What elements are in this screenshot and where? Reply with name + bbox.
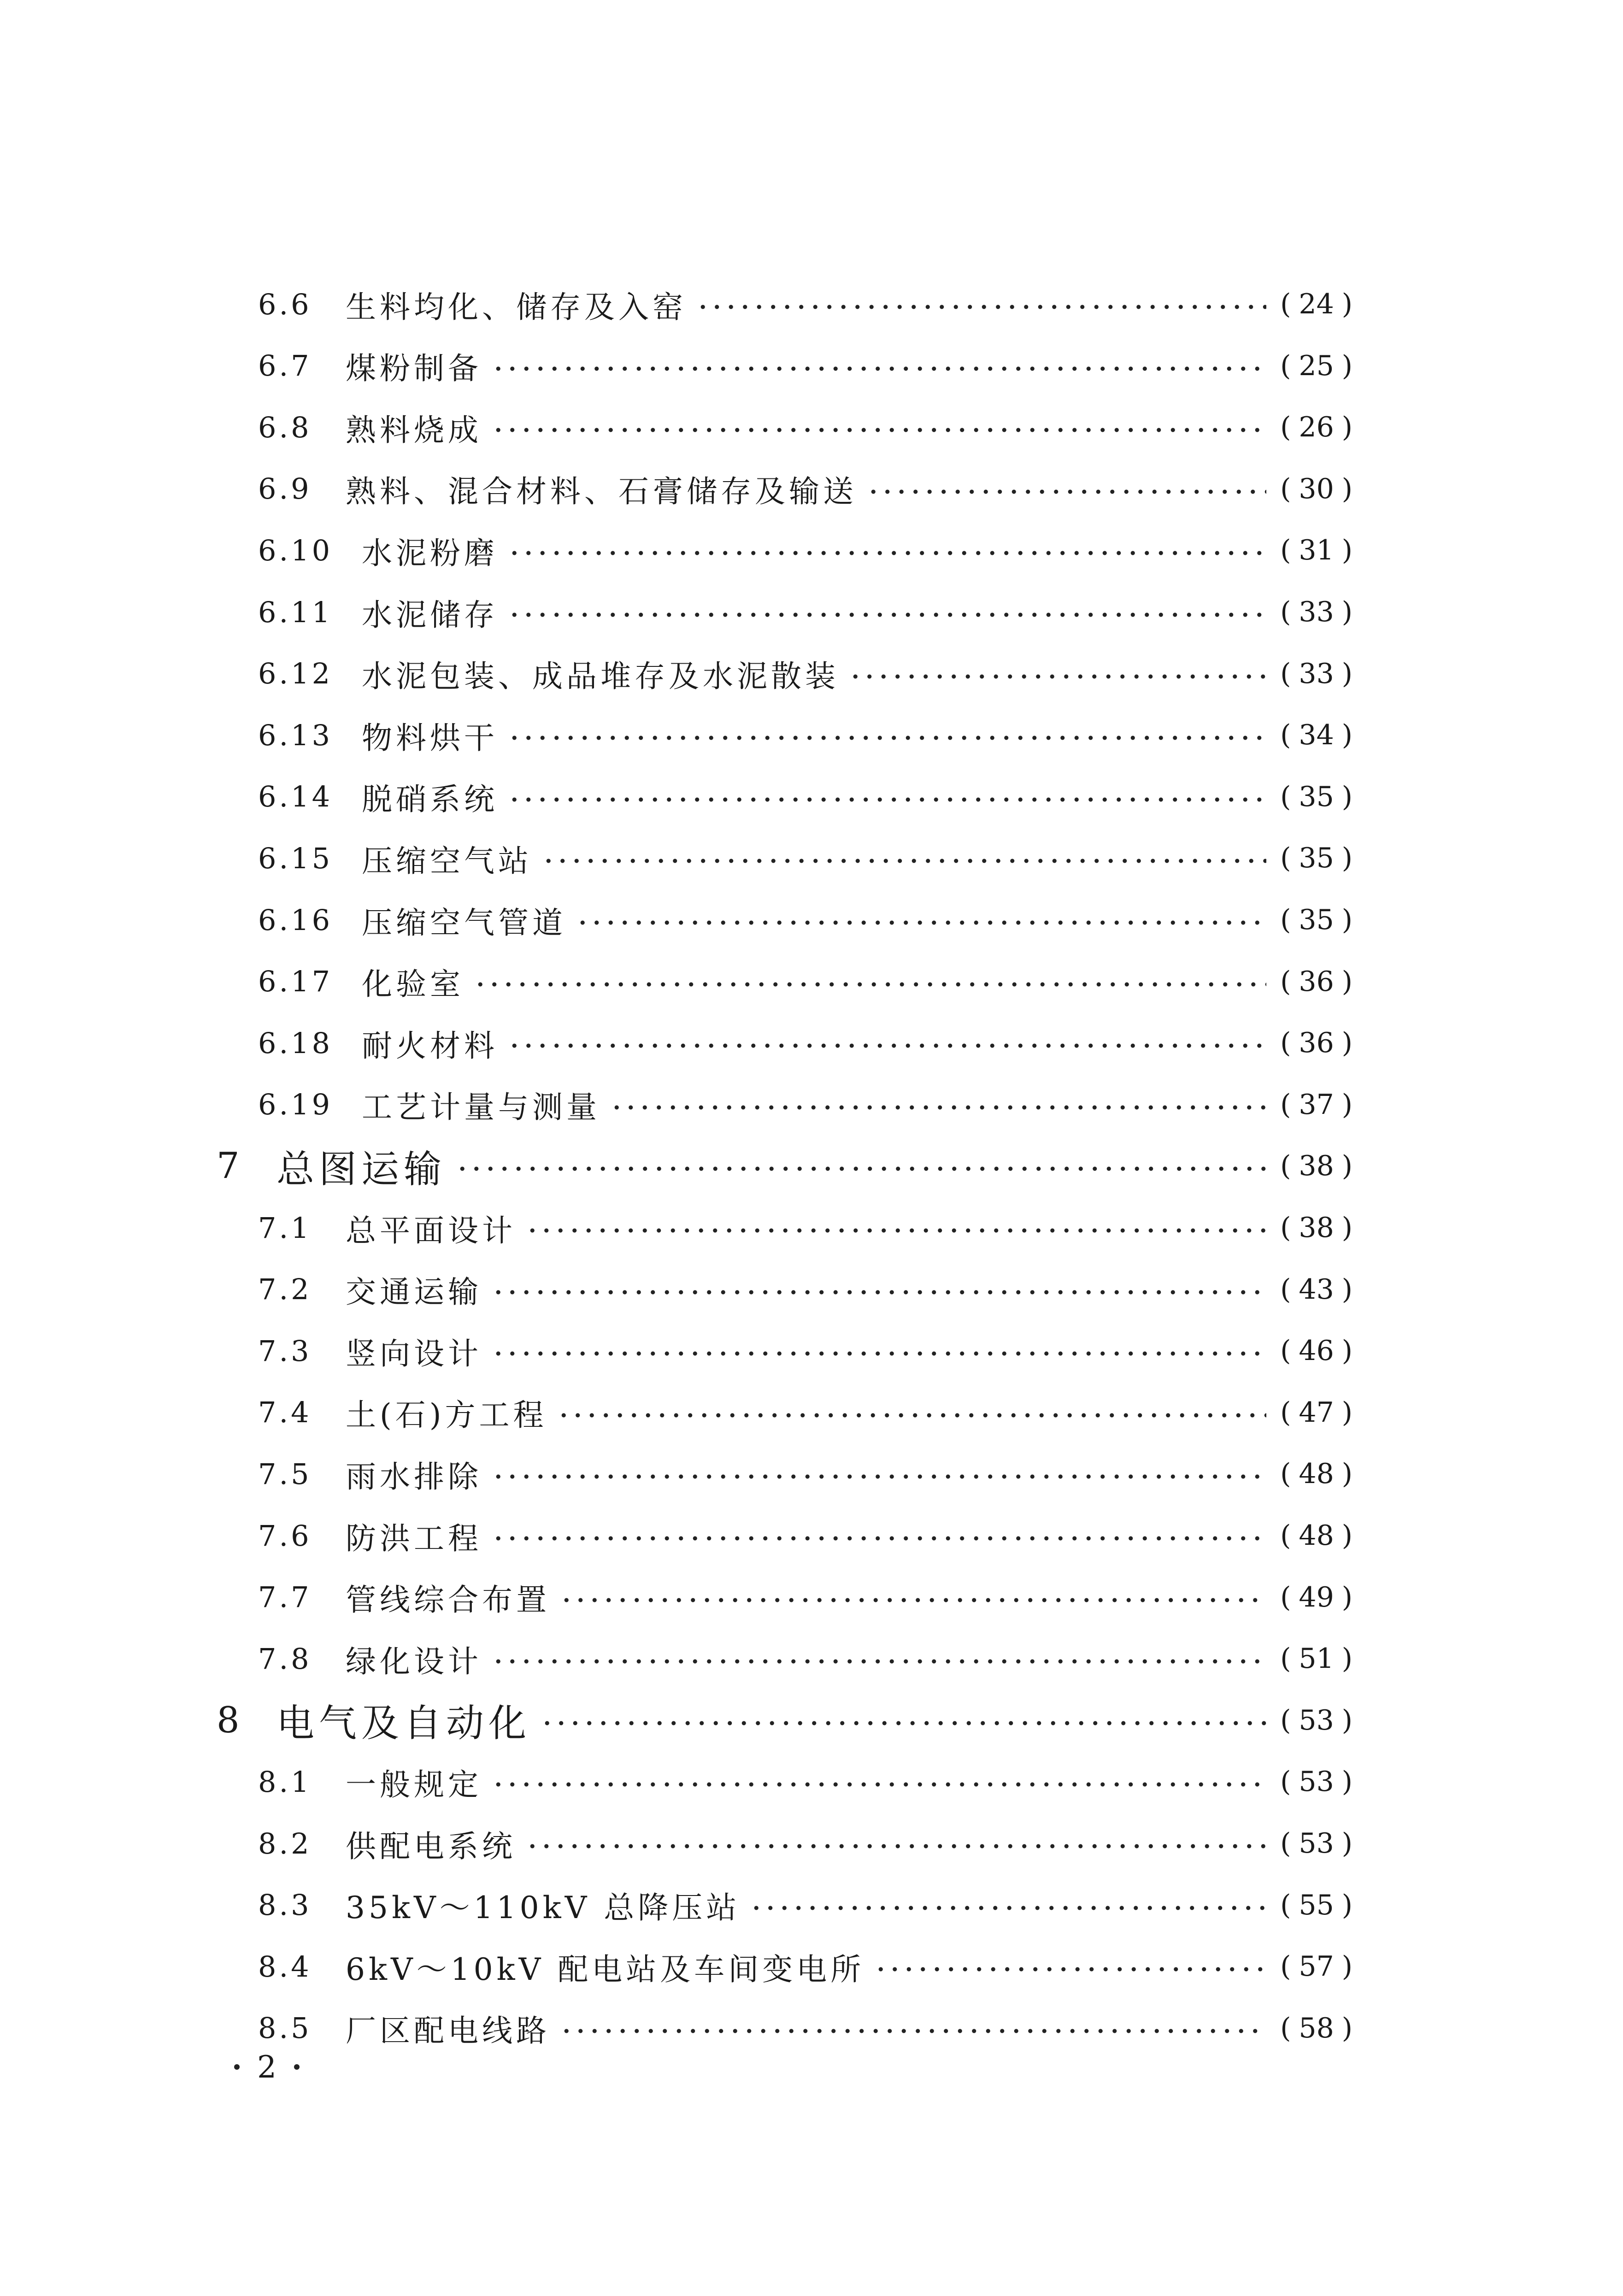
page-paren-close: ) — [1341, 1335, 1352, 1367]
toc-entry-page — [1280, 1027, 1352, 1059]
toc-entry-page — [1280, 596, 1352, 628]
page-paren-open: ( — [1280, 2012, 1291, 2044]
toc-entry-number: 6.8 — [258, 410, 312, 444]
toc-entry-page-number: 30 — [1299, 472, 1334, 505]
toc-entry-page-number: 34 — [1299, 719, 1334, 752]
page-paren-open: ( — [1280, 1704, 1291, 1737]
page-paren-close: ) — [1341, 657, 1352, 690]
toc-entry-page — [1280, 842, 1352, 874]
toc-dot-leader — [491, 1349, 1266, 1358]
page-paren-open: ( — [1280, 1766, 1291, 1798]
toc-dot-leader — [559, 2026, 1266, 2036]
page-paren-open: ( — [1280, 719, 1291, 752]
toc-entry-title: 耐火材料 — [362, 1028, 498, 1064]
toc-dot-leader — [507, 733, 1266, 742]
toc-entry-page — [1280, 904, 1352, 936]
toc-entry-title: 管线综合布置 — [346, 1582, 550, 1618]
toc-entry-page — [1280, 1335, 1352, 1367]
folio-dot-left — [234, 2064, 240, 2070]
toc-entry-title: 防洪工程 — [346, 1520, 482, 1556]
toc-dot-leader — [696, 302, 1266, 312]
page-paren-open: ( — [1280, 1027, 1291, 1060]
toc-entry-number: 8 — [217, 1699, 242, 1741]
toc-entry[interactable] — [258, 400, 1352, 455]
page-paren-open: ( — [1280, 657, 1291, 690]
toc-entry-page-number: 43 — [1299, 1273, 1334, 1306]
toc-entry-page — [1280, 473, 1352, 505]
toc-entry-number: 8.5 — [258, 2011, 312, 2045]
toc-entry-number: 7.3 — [258, 1334, 312, 1368]
page-paren-close: ) — [1341, 1088, 1352, 1121]
toc-entry-number: 6.6 — [258, 287, 312, 321]
toc-entry-number: 6.14 — [258, 780, 333, 814]
page-paren-close: ) — [1341, 1950, 1352, 1983]
toc-entry-number: 7.7 — [258, 1580, 312, 1614]
page-paren-open: ( — [1280, 1950, 1291, 1983]
toc-entry-page — [1280, 1704, 1352, 1737]
page-paren-close: ) — [1341, 719, 1352, 752]
toc-entry-title: 绿化设计 — [346, 1643, 482, 1679]
toc-entry-title: 雨水排除 — [346, 1459, 482, 1495]
toc-entry[interactable] — [258, 1446, 1352, 1501]
toc-entry[interactable] — [258, 769, 1352, 824]
toc-entry-page — [1280, 1212, 1352, 1244]
toc-entry-page — [1280, 288, 1352, 320]
toc-entry-title: 煤粉制备 — [346, 351, 482, 387]
toc-entry-page-number: 38 — [1299, 1150, 1334, 1183]
toc-dot-leader — [473, 980, 1266, 989]
toc-dot-leader — [491, 364, 1266, 373]
toc-dot-leader — [491, 1780, 1266, 1789]
toc-entry-title: 供配电系统 — [346, 1828, 516, 1864]
toc-entry-page-number: 51 — [1299, 1643, 1334, 1675]
toc-entry-page-number: 33 — [1299, 657, 1334, 690]
toc-entry-number: 6.18 — [258, 1026, 333, 1060]
toc-entry-page — [1280, 1581, 1352, 1613]
toc-entry-page-number: 46 — [1299, 1335, 1334, 1367]
page-paren-open: ( — [1280, 780, 1291, 813]
toc-entry-page-number: 57 — [1299, 1950, 1334, 1983]
page-paren-close: ) — [1341, 1396, 1352, 1429]
toc-entry-page — [1280, 411, 1352, 443]
toc-entry-number: 6.10 — [258, 533, 333, 567]
toc-entry-number: 6.9 — [258, 472, 312, 506]
toc-entry-title: 水泥储存 — [362, 597, 498, 633]
toc-entry[interactable] — [258, 830, 1352, 886]
toc-entry-title: 工艺计量与测量 — [362, 1089, 600, 1125]
toc-entry-title: 脱硝系统 — [362, 782, 498, 818]
page-paren-close: ) — [1341, 596, 1352, 628]
page-paren-close: ) — [1341, 965, 1352, 998]
toc-entry-title: 总平面设计 — [346, 1213, 516, 1248]
toc-dot-leader — [507, 795, 1266, 804]
toc-entry-page — [1280, 1396, 1352, 1429]
page-paren-close: ) — [1341, 1643, 1352, 1675]
page-paren-close: ) — [1341, 1150, 1352, 1183]
toc-entry[interactable] — [258, 1015, 1352, 1071]
page-paren-open: ( — [1280, 965, 1291, 998]
page-paren-open: ( — [1280, 1088, 1291, 1121]
toc-entry-page-number: 38 — [1299, 1212, 1334, 1244]
toc-entry-page-number: 53 — [1299, 1766, 1334, 1798]
toc-entry-number: 7.6 — [258, 1519, 312, 1553]
toc-entry[interactable] — [258, 646, 1352, 701]
toc-entry[interactable] — [258, 1816, 1352, 1871]
page-paren-open: ( — [1280, 534, 1291, 567]
toc-entry-page-number: 33 — [1299, 596, 1334, 628]
toc-entry-number: 7.5 — [258, 1457, 312, 1491]
page-paren-close: ) — [1341, 472, 1352, 505]
page-paren-open: ( — [1280, 349, 1291, 382]
page-paren-close: ) — [1341, 1889, 1352, 1921]
toc-entry[interactable] — [258, 1323, 1352, 1378]
page-paren-open: ( — [1280, 1889, 1291, 1921]
toc-entry[interactable] — [258, 1508, 1352, 1563]
page-paren-close: ) — [1341, 288, 1352, 320]
toc-dot-leader — [525, 1842, 1266, 1851]
toc-entry-title: 压缩空气管道 — [362, 905, 566, 941]
toc-entry-title: 熟料、混合材料、石膏储存及输送 — [346, 474, 857, 510]
toc-entry-page-number: 48 — [1299, 1519, 1334, 1552]
page-paren-open: ( — [1280, 1335, 1291, 1367]
toc-dot-leader — [557, 1411, 1267, 1420]
toc-dot-leader — [610, 1103, 1266, 1112]
toc-entry[interactable] — [258, 1939, 1352, 1994]
toc-dot-leader — [541, 856, 1266, 865]
toc-dot-leader — [455, 1164, 1266, 1173]
toc-entry-page — [1280, 1643, 1352, 1675]
toc-entry-title: 水泥包装、成品堆存及水泥散装 — [362, 659, 839, 695]
toc-entry-title: 交通运输 — [346, 1274, 482, 1310]
toc-entry-page — [1280, 965, 1352, 998]
toc-entry-page-number: 55 — [1299, 1889, 1334, 1921]
toc-entry-page — [1280, 1519, 1352, 1552]
toc-entry-page — [1280, 1950, 1352, 1983]
toc-entry-number: 6.11 — [258, 595, 333, 629]
toc-entry-page-number: 58 — [1299, 2012, 1334, 2044]
page-paren-open: ( — [1280, 411, 1291, 444]
toc-entry-page-number: 37 — [1299, 1088, 1334, 1121]
toc-entry-title: 一般规定 — [346, 1766, 482, 1802]
toc-entry[interactable] — [258, 1385, 1352, 1440]
toc-entry-number: 6.7 — [258, 349, 312, 383]
toc-entry[interactable] — [258, 1262, 1352, 1317]
toc-entry-number: 7.2 — [258, 1272, 312, 1307]
page-paren-close: ) — [1341, 1212, 1352, 1244]
page-paren-close: ) — [1341, 1458, 1352, 1490]
toc-entry-title: 总图运输 — [276, 1147, 447, 1191]
page-paren-close: ) — [1341, 411, 1352, 444]
toc-entry[interactable] — [217, 1138, 1352, 1194]
toc-entry-page-number: 36 — [1299, 965, 1334, 998]
page-paren-close: ) — [1341, 1704, 1352, 1737]
toc-dot-leader — [749, 1903, 1266, 1913]
toc-entry[interactable] — [258, 1200, 1352, 1255]
toc-entry-title: 物料烘干 — [362, 720, 498, 756]
toc-entry[interactable] — [258, 1077, 1352, 1132]
toc-dot-leader — [491, 1657, 1266, 1666]
page-number: 2 — [257, 2049, 276, 2085]
toc-entry-page-number: 25 — [1299, 349, 1334, 382]
page-paren-close: ) — [1341, 1519, 1352, 1552]
toc-entry-title: 熟料烧成 — [346, 412, 482, 448]
page-paren-close: ) — [1341, 2012, 1352, 2044]
toc-entry-title: 压缩空气站 — [362, 843, 532, 879]
toc-dot-leader — [540, 1719, 1266, 1728]
toc-entry-number: 7 — [217, 1145, 242, 1187]
toc-entry-page — [1280, 719, 1352, 751]
toc-entry[interactable] — [258, 584, 1352, 640]
toc-entry-number: 6.16 — [258, 903, 333, 937]
toc-dot-leader — [525, 1226, 1266, 1235]
page-paren-open: ( — [1280, 904, 1291, 936]
toc-entry-title: 水泥粉磨 — [362, 535, 498, 571]
toc-entry-page-number: 49 — [1299, 1581, 1334, 1613]
toc-entry[interactable] — [258, 1754, 1352, 1809]
page-paren-open: ( — [1280, 1150, 1291, 1183]
toc-entry-number: 6.17 — [258, 965, 333, 999]
page-paren-open: ( — [1280, 288, 1291, 320]
toc-entry[interactable] — [258, 707, 1352, 763]
toc-entry[interactable] — [258, 1631, 1352, 1686]
toc-entry-page-number: 35 — [1299, 904, 1334, 936]
toc-entry[interactable] — [258, 1878, 1352, 1933]
page-paren-close: ) — [1341, 349, 1352, 382]
toc-entry-page — [1280, 1273, 1352, 1306]
toc-entry-title: 竖向设计 — [346, 1336, 482, 1372]
page-paren-open: ( — [1280, 1643, 1291, 1675]
toc-entry-page-number: 35 — [1299, 842, 1334, 875]
toc-entry[interactable] — [258, 892, 1352, 948]
toc-entry-page — [1280, 1458, 1352, 1490]
page-paren-open: ( — [1280, 596, 1291, 628]
page-paren-close: ) — [1341, 1827, 1352, 1860]
page-paren-open: ( — [1280, 1396, 1291, 1429]
page-paren-open: ( — [1280, 842, 1291, 875]
toc-entry-number: 8.4 — [258, 1949, 312, 1984]
toc-entry[interactable] — [258, 1570, 1352, 1625]
page-paren-open: ( — [1280, 1273, 1291, 1306]
page-paren-close: ) — [1341, 780, 1352, 813]
toc-entry-page-number: 47 — [1299, 1396, 1334, 1429]
toc-entry-number: 7.8 — [258, 1642, 312, 1676]
toc-dot-leader — [491, 1472, 1266, 1481]
toc-entry-page — [1280, 534, 1352, 566]
toc-entry-title: 6kV～10kV 配电站及车间变电所 — [346, 1951, 865, 1987]
toc-entry[interactable] — [258, 954, 1352, 1009]
page-paren-open: ( — [1280, 1827, 1291, 1860]
toc-entry-page-number: 35 — [1299, 780, 1334, 813]
toc-entry-page — [1280, 350, 1352, 382]
toc-entry-page — [1280, 2012, 1352, 2044]
folio-dot-right — [294, 2064, 300, 2070]
toc-entry-page — [1280, 1827, 1352, 1860]
page-paren-close: ) — [1341, 904, 1352, 936]
toc-entry-page — [1280, 1150, 1352, 1182]
toc-dot-leader — [507, 1041, 1266, 1050]
toc-entry-number: 7.1 — [258, 1211, 312, 1245]
toc-entry-page-number: 48 — [1299, 1458, 1334, 1490]
page-paren-close: ) — [1341, 1766, 1352, 1798]
page-paren-open: ( — [1280, 1519, 1291, 1552]
toc-dot-leader — [848, 672, 1266, 681]
toc-entry-page — [1280, 658, 1352, 690]
toc-entry-number: 6.13 — [258, 718, 333, 752]
page-paren-close: ) — [1341, 534, 1352, 567]
toc-entry-number: 6.15 — [258, 841, 333, 875]
toc-entry[interactable] — [258, 461, 1352, 517]
toc-entry-page-number: 53 — [1299, 1827, 1334, 1860]
toc-entry-number: 6.12 — [258, 657, 333, 691]
toc-entry-page-number: 53 — [1299, 1704, 1334, 1737]
page-paren-close: ) — [1341, 1027, 1352, 1060]
toc-entry-title: 35kV～110kV 总降压站 — [346, 1890, 741, 1926]
toc-entry[interactable] — [217, 1693, 1352, 1748]
toc-entry-page-number: 26 — [1299, 411, 1334, 444]
toc-entry-page — [1280, 1889, 1352, 1921]
toc-entry-number: 8.1 — [258, 1765, 312, 1799]
toc-entry-title: 化验室 — [362, 966, 464, 1002]
page-paren-open: ( — [1280, 1581, 1291, 1613]
toc-entry-number: 6.19 — [258, 1088, 333, 1122]
toc-entry[interactable] — [258, 523, 1352, 578]
toc-dot-leader — [491, 1534, 1266, 1543]
page-folio — [217, 2046, 317, 2088]
toc-entry-page — [1280, 1766, 1352, 1798]
toc-entry-title: 电气及自动化 — [276, 1701, 531, 1746]
toc-entry-number: 8.3 — [258, 1888, 312, 1922]
toc-dot-leader — [874, 1965, 1266, 1974]
toc-entry-title: 生料均化、储存及入窑 — [346, 289, 687, 325]
toc-dot-leader — [576, 918, 1266, 927]
toc-entry-number: 8.2 — [258, 1826, 312, 1860]
page-paren-open: ( — [1280, 1458, 1291, 1490]
page-paren-close: ) — [1341, 1581, 1352, 1613]
toc-dot-leader — [491, 425, 1266, 435]
toc-entry-number: 7.4 — [258, 1395, 312, 1430]
toc-entry[interactable] — [258, 277, 1352, 332]
toc-dot-leader — [507, 610, 1266, 619]
toc-entry-page-number: 36 — [1299, 1027, 1334, 1060]
toc-dot-leader — [866, 487, 1266, 496]
toc-entry-page-number: 31 — [1299, 534, 1334, 567]
page-paren-close: ) — [1341, 1273, 1352, 1306]
page-paren-close: ) — [1341, 842, 1352, 875]
toc-entry-title: 土(石)方工程 — [346, 1397, 547, 1433]
toc-entry-page — [1280, 1089, 1352, 1121]
page-paren-open: ( — [1280, 1212, 1291, 1244]
toc-entry-page-number: 24 — [1299, 288, 1334, 320]
toc-entry[interactable] — [258, 2001, 1352, 2056]
toc-dot-leader — [491, 1288, 1266, 1297]
toc-entry[interactable] — [258, 338, 1352, 394]
toc-entry-title: 厂区配电线路 — [346, 2013, 550, 2049]
toc-dot-leader — [507, 548, 1266, 558]
page-paren-open: ( — [1280, 472, 1291, 505]
toc-entry-page — [1280, 781, 1352, 813]
toc-dot-leader — [559, 1595, 1266, 1605]
